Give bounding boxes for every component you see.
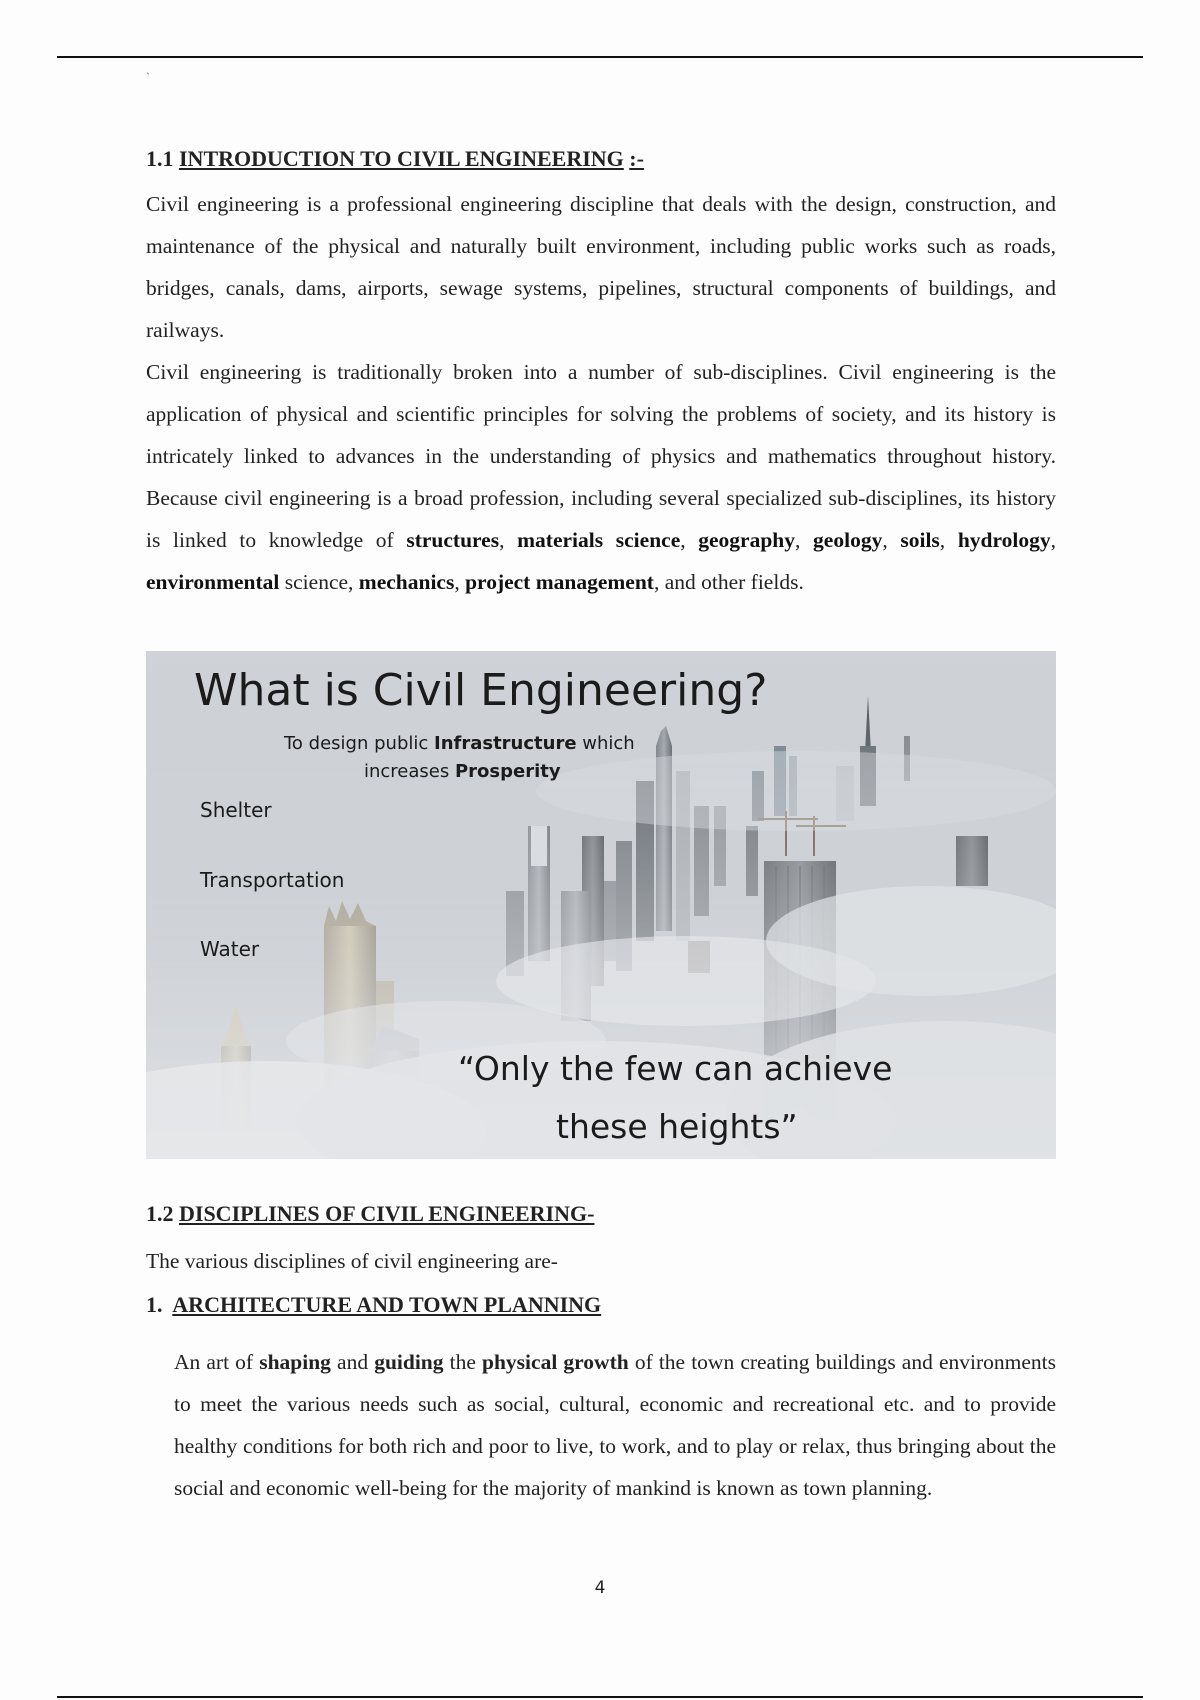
section-2-number: 1.2 xyxy=(146,1201,174,1226)
subtitle-infrastructure: Infrastructure xyxy=(434,733,577,754)
kw-environmental: environmental xyxy=(146,570,280,594)
text-science: science, xyxy=(279,570,359,594)
figure-subtitle-line1 xyxy=(284,733,635,754)
tp-text-c: the xyxy=(443,1350,483,1374)
stray-mark: ` xyxy=(146,70,150,84)
subtitle-text-a: To design public xyxy=(284,733,434,754)
kw-project-management: project management xyxy=(465,570,654,594)
section-2-title: DISCIPLINES OF CIVIL ENGINEERING- xyxy=(179,1201,595,1226)
kw-hydrology: hydrology xyxy=(957,528,1051,552)
section-1-title: INTRODUCTION TO CIVIL ENGINEERING xyxy=(179,146,624,171)
figure-quote-line2: these heights” xyxy=(556,1107,798,1146)
subtitle-prosperity: Prosperity xyxy=(454,761,561,782)
kw-geography: geography xyxy=(698,528,796,552)
tp-text-b: and xyxy=(330,1350,375,1374)
section-2-heading xyxy=(146,1201,594,1227)
intro-paragraph: Civil engineering is a professional engineering discipline that deals with the design, construction, and maintenance of the physical and naturally built environment, including public works such as roads, bridges, canals, dams, airports, sewage systems, pipelines, structural components of buildings, and railways. xyxy=(146,192,1056,342)
page-number: 4 xyxy=(594,1578,606,1598)
tp-text-a: An art of xyxy=(174,1350,260,1374)
subtitle-text-d: increases xyxy=(364,761,455,782)
figure-title: What is Civil Engineering? xyxy=(194,665,768,716)
tp-text-d: of the town creating buildings and environments to meet the various needs such as social, cultural, economic and recreational etc. and to provide healthy conditions for both rich and poor to live, to work, and to play or relax, thus bringing about the social and economic well-being for the majority of mankind is known as town planning. xyxy=(174,1350,1056,1500)
section-1-heading xyxy=(146,146,644,172)
kw-shaping: shaping xyxy=(259,1350,331,1374)
kw-soils: soils xyxy=(900,528,940,552)
subdisciplines-text: Civil engineering is traditionally broken into a number of sub-disciplines. Civil engineering is the application of physical and scientific principles for solving the problems of society, and its history is intricately linked to advances in the understanding of physics and mathematics throughout history. Because civil engineering is a broad profession, including several specialized sub-disciplines, its history is linked to knowledge of xyxy=(146,360,1056,552)
paragraph-tail: , and other fields. xyxy=(653,570,804,594)
footer-rule xyxy=(57,1696,1143,1698)
discipline-1-number: 1. xyxy=(146,1292,163,1317)
section-1-suffix: :- xyxy=(629,146,644,171)
header-rule xyxy=(57,56,1143,58)
subtitle-text-c: which xyxy=(576,733,635,754)
kw-materials-science: materials science xyxy=(517,528,681,552)
figure-item-shelter: Shelter xyxy=(200,798,272,822)
disciplines-intro: The various disciplines of civil engineering are- xyxy=(146,1249,558,1273)
section-1-number: 1.1 xyxy=(146,146,174,171)
town-planning-paragraph xyxy=(174,1341,1056,1509)
subdisciplines-paragraph: Civil engineering is traditionally broken into a number of sub-disciplines. Civil engineering is the application of physical and scientific principles for solving the problems of society, and its history is intricately linked to advances in the understanding of physics and mathematics throughout history. Because civil engineering is a broad profession, including several specialized sub-disciplines, its history is linked to knowledge of structures, materials science, geography, geology, soils, hydrology, environmental science, mechanics, project management, and other fields. xyxy=(146,360,1056,594)
discipline-1-title: ARCHITECTURE AND TOWN PLANNING xyxy=(172,1292,602,1317)
figure-subtitle-line2 xyxy=(364,761,561,782)
figure-item-transportation: Transportation xyxy=(200,868,345,892)
kw-geology: geology xyxy=(813,528,883,552)
figure-item-water: Water xyxy=(200,937,260,961)
figure-quote-line1: “Only the few can achieve xyxy=(458,1049,893,1088)
kw-physical-growth: physical growth xyxy=(482,1350,629,1374)
discipline-1-heading xyxy=(146,1292,601,1318)
kw-guiding: guiding xyxy=(374,1350,444,1374)
civil-engineering-figure xyxy=(146,651,1056,1159)
kw-structures: structures xyxy=(406,528,500,552)
kw-mechanics: mechanics xyxy=(358,570,455,594)
